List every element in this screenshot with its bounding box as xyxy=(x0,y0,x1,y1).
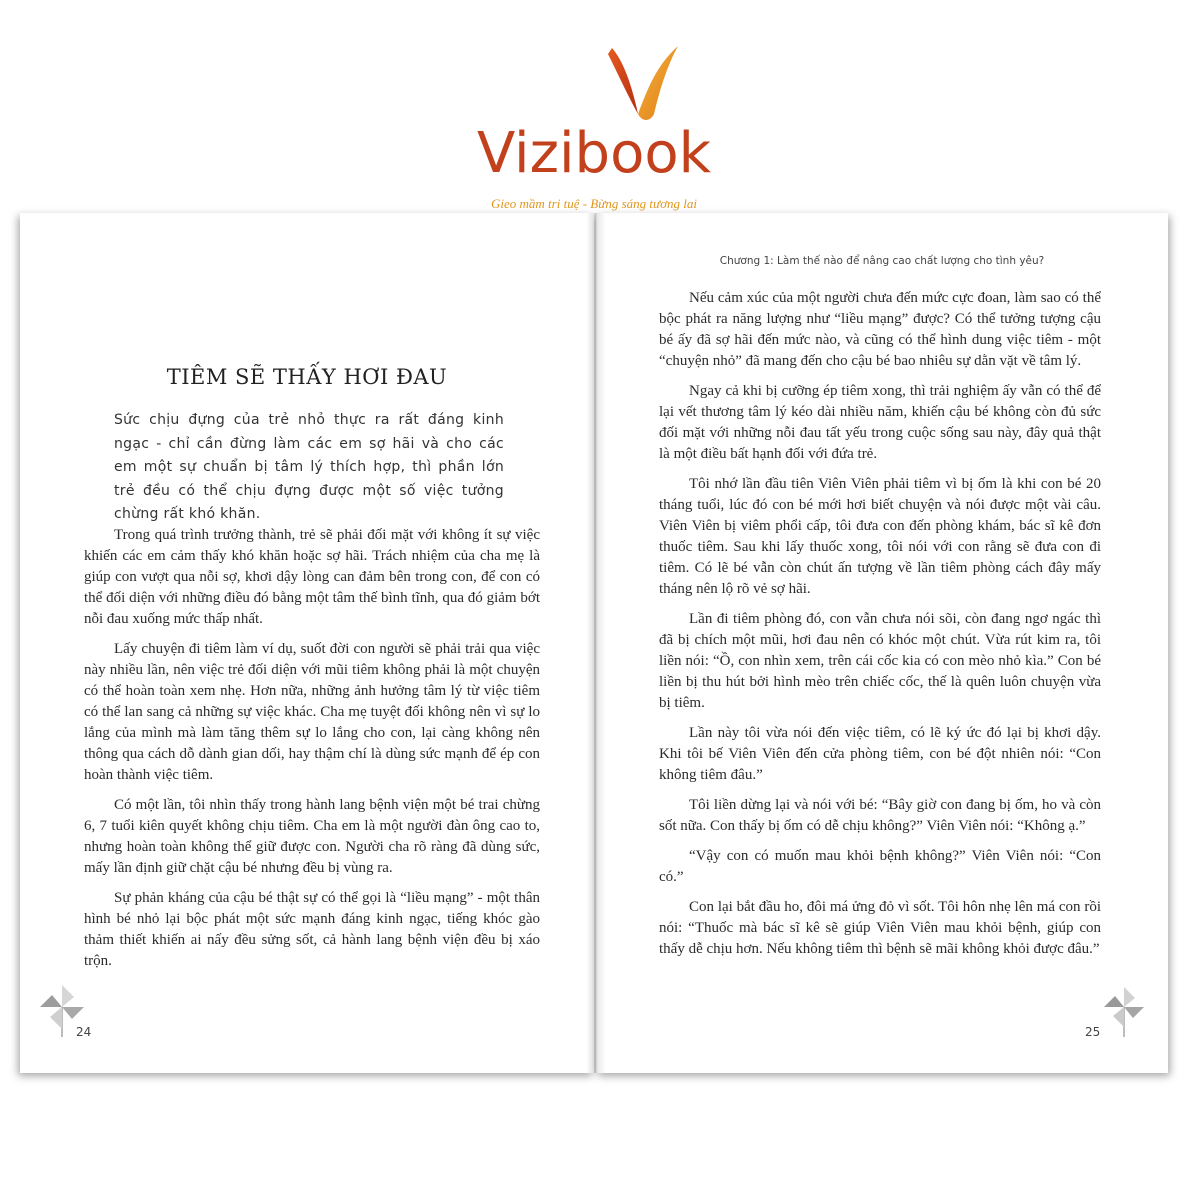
paragraph: Nếu cảm xúc của một người chưa đến mức cực đoan, làm sao có thể bộc phát ra năng lượng như “liều mạng” được? Có thể tưởng tượng cậu bé ấy đã sợ hãi đến mức nào, và cũng có thể hình dung việc tiêm - một “chuyện nhỏ” đã mang đến cho cậu bé bao nhiêu sự dằn vặt về tâm lý. xyxy=(659,290,1101,369)
paragraph: Con lại bắt đầu ho, đôi má ửng đỏ vì sốt. Tôi hôn nhẹ lên má con rồi nói: “Thuốc mà bác sĩ kê sẽ giúp Viên Viên mau khỏi bệnh, giúp con thấy dễ chịu hơn. Nếu không tiêm thì bệnh sẽ mãi không khỏi được đâu.” xyxy=(659,899,1101,957)
brand-tagline: Gieo mầm tri tuệ - Bừng sáng tương lai xyxy=(491,196,697,211)
brand-header xyxy=(0,30,1188,211)
paragraph: Sự phản kháng của cậu bé thật sự có thể gọi là “liều mạng” - một thân hình bé nhỏ lại bộc phát một sức mạnh đáng kinh ngạc, tiếng khóc gào thảm thiết khiến ai nấy đều sửng sốt, cả hành lang bệnh viện đều bị xáo trộn. xyxy=(84,890,540,969)
chapter-title: TIÊM SẼ THẤY HƠI ĐAU xyxy=(166,365,448,389)
paragraph: “Vậy con có muốn mau khỏi bệnh không?” Viên Viên nói: “Con có.” xyxy=(659,848,1101,885)
paragraph: Lấy chuyện đi tiêm làm ví dụ, suốt đời con người sẽ phải trải qua việc này nhiều lần, nên việc trẻ đối diện với mũi tiêm không phải là một chuyện có thể hoàn toàn xem nhẹ. Hơn nữa, những ảnh hưởng tâm lý từ việc tiêm có thể lan sang cả những sự việc khác. Cha mẹ tuyệt đối không nên vì sự lo lắng của mình mà làm tăng thêm sự lo lắng cho con, lại càng không nên thông qua cách dỗ dành gian dối, hay thậm chí là dùng sức mạnh để ép con hoàn thành việc tiêm. xyxy=(84,641,540,783)
paragraph: Trong quá trình trưởng thành, trẻ sẽ phải đối mặt với không ít sự việc khiến các em cảm thấy khó khăn hoặc sợ hãi. Trách nhiệm của cha mẹ là giúp con vượt qua nỗi sợ, khơi dậy lòng can đảm bên trong con, để con có thể đối diện với những điều đó bằng một tâm thế bình tĩnh, qua đó giảm bớt nỗi đau xuống mức thấp nhất. xyxy=(84,527,540,627)
v-ribbon-logo-icon xyxy=(598,44,688,124)
paragraph: Lần đi tiêm phòng đó, con vẫn chưa nói sõi, còn đang ngơ ngác thì đã bị chích một mũi, hơi đau nên có khóc một chút. Vừa rút kim ra, tôi liền nói: “Ồ, con nhìn xem, trên cái cốc kia có con mèo nhỏ kìa.” Con bé liền bị thu hút bởi hình mèo trên chiếc cốc, thế là quên luôn chuyện vừa bị tiêm. xyxy=(659,611,1101,711)
brand-name: Vizibook xyxy=(476,121,712,186)
right-page xyxy=(596,213,1168,1073)
page-number: 24 xyxy=(76,1025,92,1039)
book-spine xyxy=(586,213,606,1073)
pinwheel-icon xyxy=(1104,985,1144,1037)
left-body-text xyxy=(84,525,540,981)
chapter-intro: Sức chịu đựng của trẻ nhỏ thực ra rất đáng kinh ngạc - chỉ cần đừng làm các em sợ hãi và cho các em một sự chuẩn bị tâm lý thích hợp, thì phần lớn trẻ đều có thể chịu đựng được một số việc tưởng chừng rất khó khăn. xyxy=(114,412,504,522)
paragraph: Tôi liền dừng lại và nói với bé: “Bây giờ con đang bị ốm, ho và còn sốt nữa. Con thấy bị ốm có dễ chịu không?” Viên Viên nói: “Không ạ.” xyxy=(659,797,1101,834)
paragraph: Lần này tôi vừa nói đến việc tiêm, có lẽ ký ức đó lại bị khơi dậy. Khi tôi bế Viên Viên đến cửa phòng tiêm, con bé đột nhiên nói: “Con không tiêm đâu.” xyxy=(659,725,1101,783)
page-number: 25 xyxy=(1085,1025,1101,1039)
left-page xyxy=(20,213,594,1073)
paragraph: Ngay cả khi bị cưỡng ép tiêm xong, thì trải nghiệm ấy vẫn có thể để lại vết thương tâm lý kéo dài nhiều năm, khiến cậu bé không còn đủ sức đối mặt với những nỗi đau tất yếu trong cuộc sống sau này, đây quả thật là một điều bất hạnh đối với đứa trẻ. xyxy=(659,383,1101,462)
paragraph: Có một lần, tôi nhìn thấy trong hành lang bệnh viện một bé trai chừng 6, 7 tuổi kiên quyết không chịu tiêm. Cha em là một người đàn ông cao to, nhưng hoàn toàn không thể giữ được con. Người cha rõ ràng đã dùng sức, mấy lần định giữ chặt cậu bé nhưng đều bị vùng ra. xyxy=(84,797,540,876)
paragraph: Tôi nhớ lần đầu tiên Viên Viên phải tiêm vì bị ốm là khi con bé 20 tháng tuổi, lúc đó con bé mới hơi biết chuyện và nói được một vài câu. Viên Viên bị viêm phổi cấp, tôi đưa con đến phòng khám, bác sĩ kê đơn thuốc tiêm. Sau khi lấy thuốc xong, tôi nói với con rằng sẽ đưa con đi tiêm. Có lẽ bé vẫn còn chút ấn tượng về lần tiêm phòng cách đây mấy tháng nên lộ rõ vẻ sợ hãi. xyxy=(659,476,1101,597)
right-body-text xyxy=(659,288,1101,969)
running-head: Chương 1: Làm thế nào để nâng cao chất lượng cho tình yêu? xyxy=(719,255,1045,267)
